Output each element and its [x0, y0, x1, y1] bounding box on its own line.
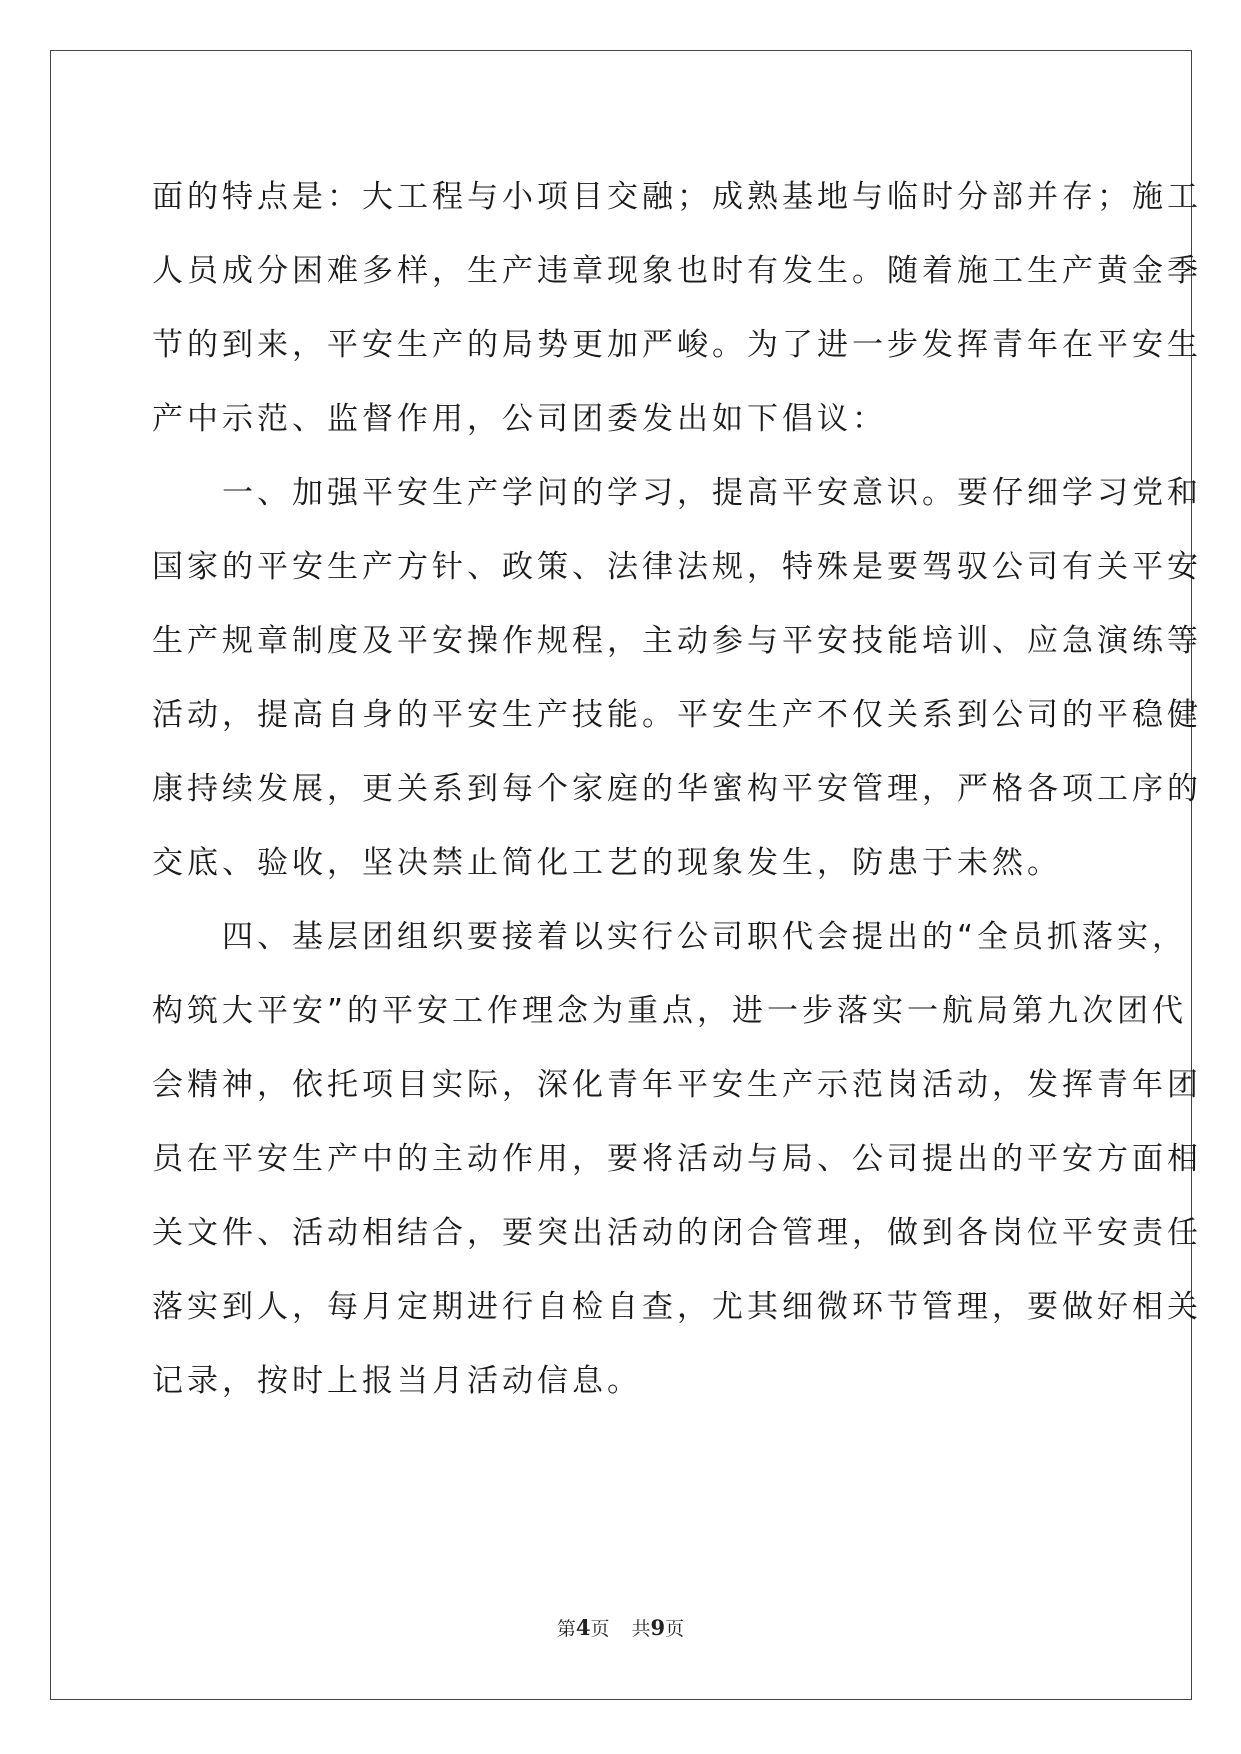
text-line: 员在平安生产中的主动作用，要将活动与局、公司提出的平安方面相	[152, 1141, 1202, 1177]
text-line: 活动，提高自身的平安生产技能。平安生产不仅关系到公司的平稳健	[152, 697, 1202, 733]
text-line: 产中示范、监督作用，公司团委发出如下倡议：	[152, 401, 887, 437]
text-line: 人员成分困难多样，生产违章现象也时有发生。随着施工生产黄金季	[152, 253, 1202, 289]
text-line: 四、基层团组织要接着以实行公司职代会提出的“全员抓落实，	[222, 919, 1188, 955]
text-line: 会精神，依托项目实际，深化青年平安生产示范岗活动，发挥青年团	[152, 1067, 1202, 1103]
text-line: 康持续发展，更关系到每个家庭的华蜜构平安管理，严格各项工序的	[152, 771, 1202, 807]
text-line: 面的特点是：大工程与小项目交融；成熟基地与临时分部并存；施工	[152, 179, 1202, 215]
page-footer	[0, 1614, 1241, 1641]
paragraph	[152, 160, 1202, 456]
text-line: 构筑大平安”的平安工作理念为重点，进一步落实一航局第九次团代	[152, 993, 1188, 1029]
paragraph	[152, 900, 1202, 1418]
page-suffix: 页	[590, 1618, 610, 1640]
total-suffix: 页	[665, 1618, 685, 1640]
total-prefix: 共	[631, 1618, 651, 1640]
text-line: 关文件、活动相结合，要突出活动的闭合管理，做到各岗位平安责任	[152, 1215, 1202, 1251]
page-current: 4	[575, 1615, 591, 1640]
text-line: 记录，按时上报当月活动信息。	[152, 1363, 642, 1399]
paragraph	[152, 456, 1202, 900]
text-line: 交底、验收，坚决禁止简化工艺的现象发生，防患于未然。	[152, 845, 1062, 881]
text-line: 落实到人，每月定期进行自检自查，尤其细微环节管理，要做好相关	[152, 1289, 1202, 1325]
document-body	[152, 160, 1202, 1418]
page-prefix: 第	[556, 1618, 576, 1640]
text-line: 国家的平安生产方针、政策、法律法规，特殊是要驾驭公司有关平安	[152, 549, 1202, 585]
text-line: 一、加强平安生产学问的学习，提高平安意识。要仔细学习党和	[222, 475, 1202, 511]
page-total: 9	[650, 1615, 666, 1640]
text-line: 生产规章制度及平安操作规程，主动参与平安技能培训、应急演练等	[152, 623, 1202, 659]
text-line: 节的到来，平安生产的局势更加严峻。为了进一步发挥青年在平安生	[152, 327, 1202, 363]
